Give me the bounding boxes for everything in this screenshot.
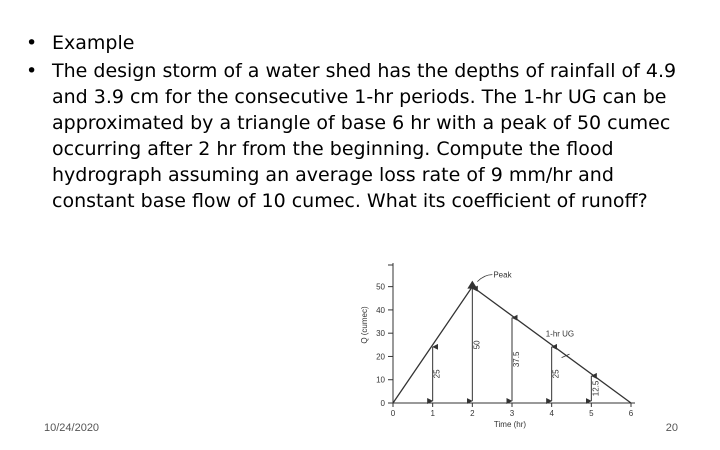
- bullet-item-example: [26, 30, 696, 56]
- y-tick-label: 0: [380, 399, 385, 408]
- ordinate-label: 37.5: [512, 351, 521, 368]
- x-tick-label: 2: [470, 409, 475, 418]
- x-tick-label: 1: [430, 409, 435, 418]
- x-tick-label: 0: [390, 409, 396, 418]
- y-tick-label: 30: [376, 329, 385, 339]
- y-tick-label: 20: [376, 352, 385, 362]
- ordinate-label: 50: [472, 340, 482, 350]
- x-tick-label: 4: [549, 409, 554, 418]
- y-tick-label: 10: [376, 375, 385, 385]
- bullet-text: The design storm of a water shed has the depths of rainfall of 4.9 and 3.9 cm for the consecutive 1-hr periods. The 1-hr UG can be approximated by a triangle of base 6 hr with a peak of 50 cumec occurring after 2 hr from the beginning. Compute the flood hydrograph assuming an average loss rate of 9 mm/hr and constant base flow of 10 cumec. What its coefficient of runoff?: [52, 60, 677, 212]
- x-tick-label: 3: [509, 409, 515, 418]
- x-axis-label: Time (hr): [493, 420, 527, 429]
- slide-number: 20: [665, 422, 678, 434]
- x-tick-label: 6: [628, 409, 634, 418]
- peak-leader-line: [477, 275, 492, 282]
- y-tick-label: 40: [376, 305, 385, 315]
- x-tick-label: 5: [589, 409, 594, 418]
- y-axis-label: Q (cumec): [360, 306, 369, 344]
- bullet-symbol: •: [26, 60, 38, 82]
- peak-marker: [467, 281, 477, 289]
- bullet-list: [26, 30, 696, 216]
- bullet-symbol: •: [26, 32, 38, 54]
- peak-annotation: Peak: [493, 270, 512, 280]
- slide-date: 10/24/2020: [44, 422, 100, 434]
- y-tick-label: 50: [376, 282, 385, 292]
- curve-annotation: 1-hr UG: [545, 329, 575, 339]
- ordinate-label: 25: [551, 369, 561, 379]
- ordinate-label: 12.5: [591, 380, 601, 397]
- unit-hydrograph-chart: [340, 255, 680, 435]
- ordinate-label: 25: [432, 369, 442, 379]
- bullet-item-problem: [26, 58, 696, 214]
- bullet-text: Example: [52, 32, 135, 54]
